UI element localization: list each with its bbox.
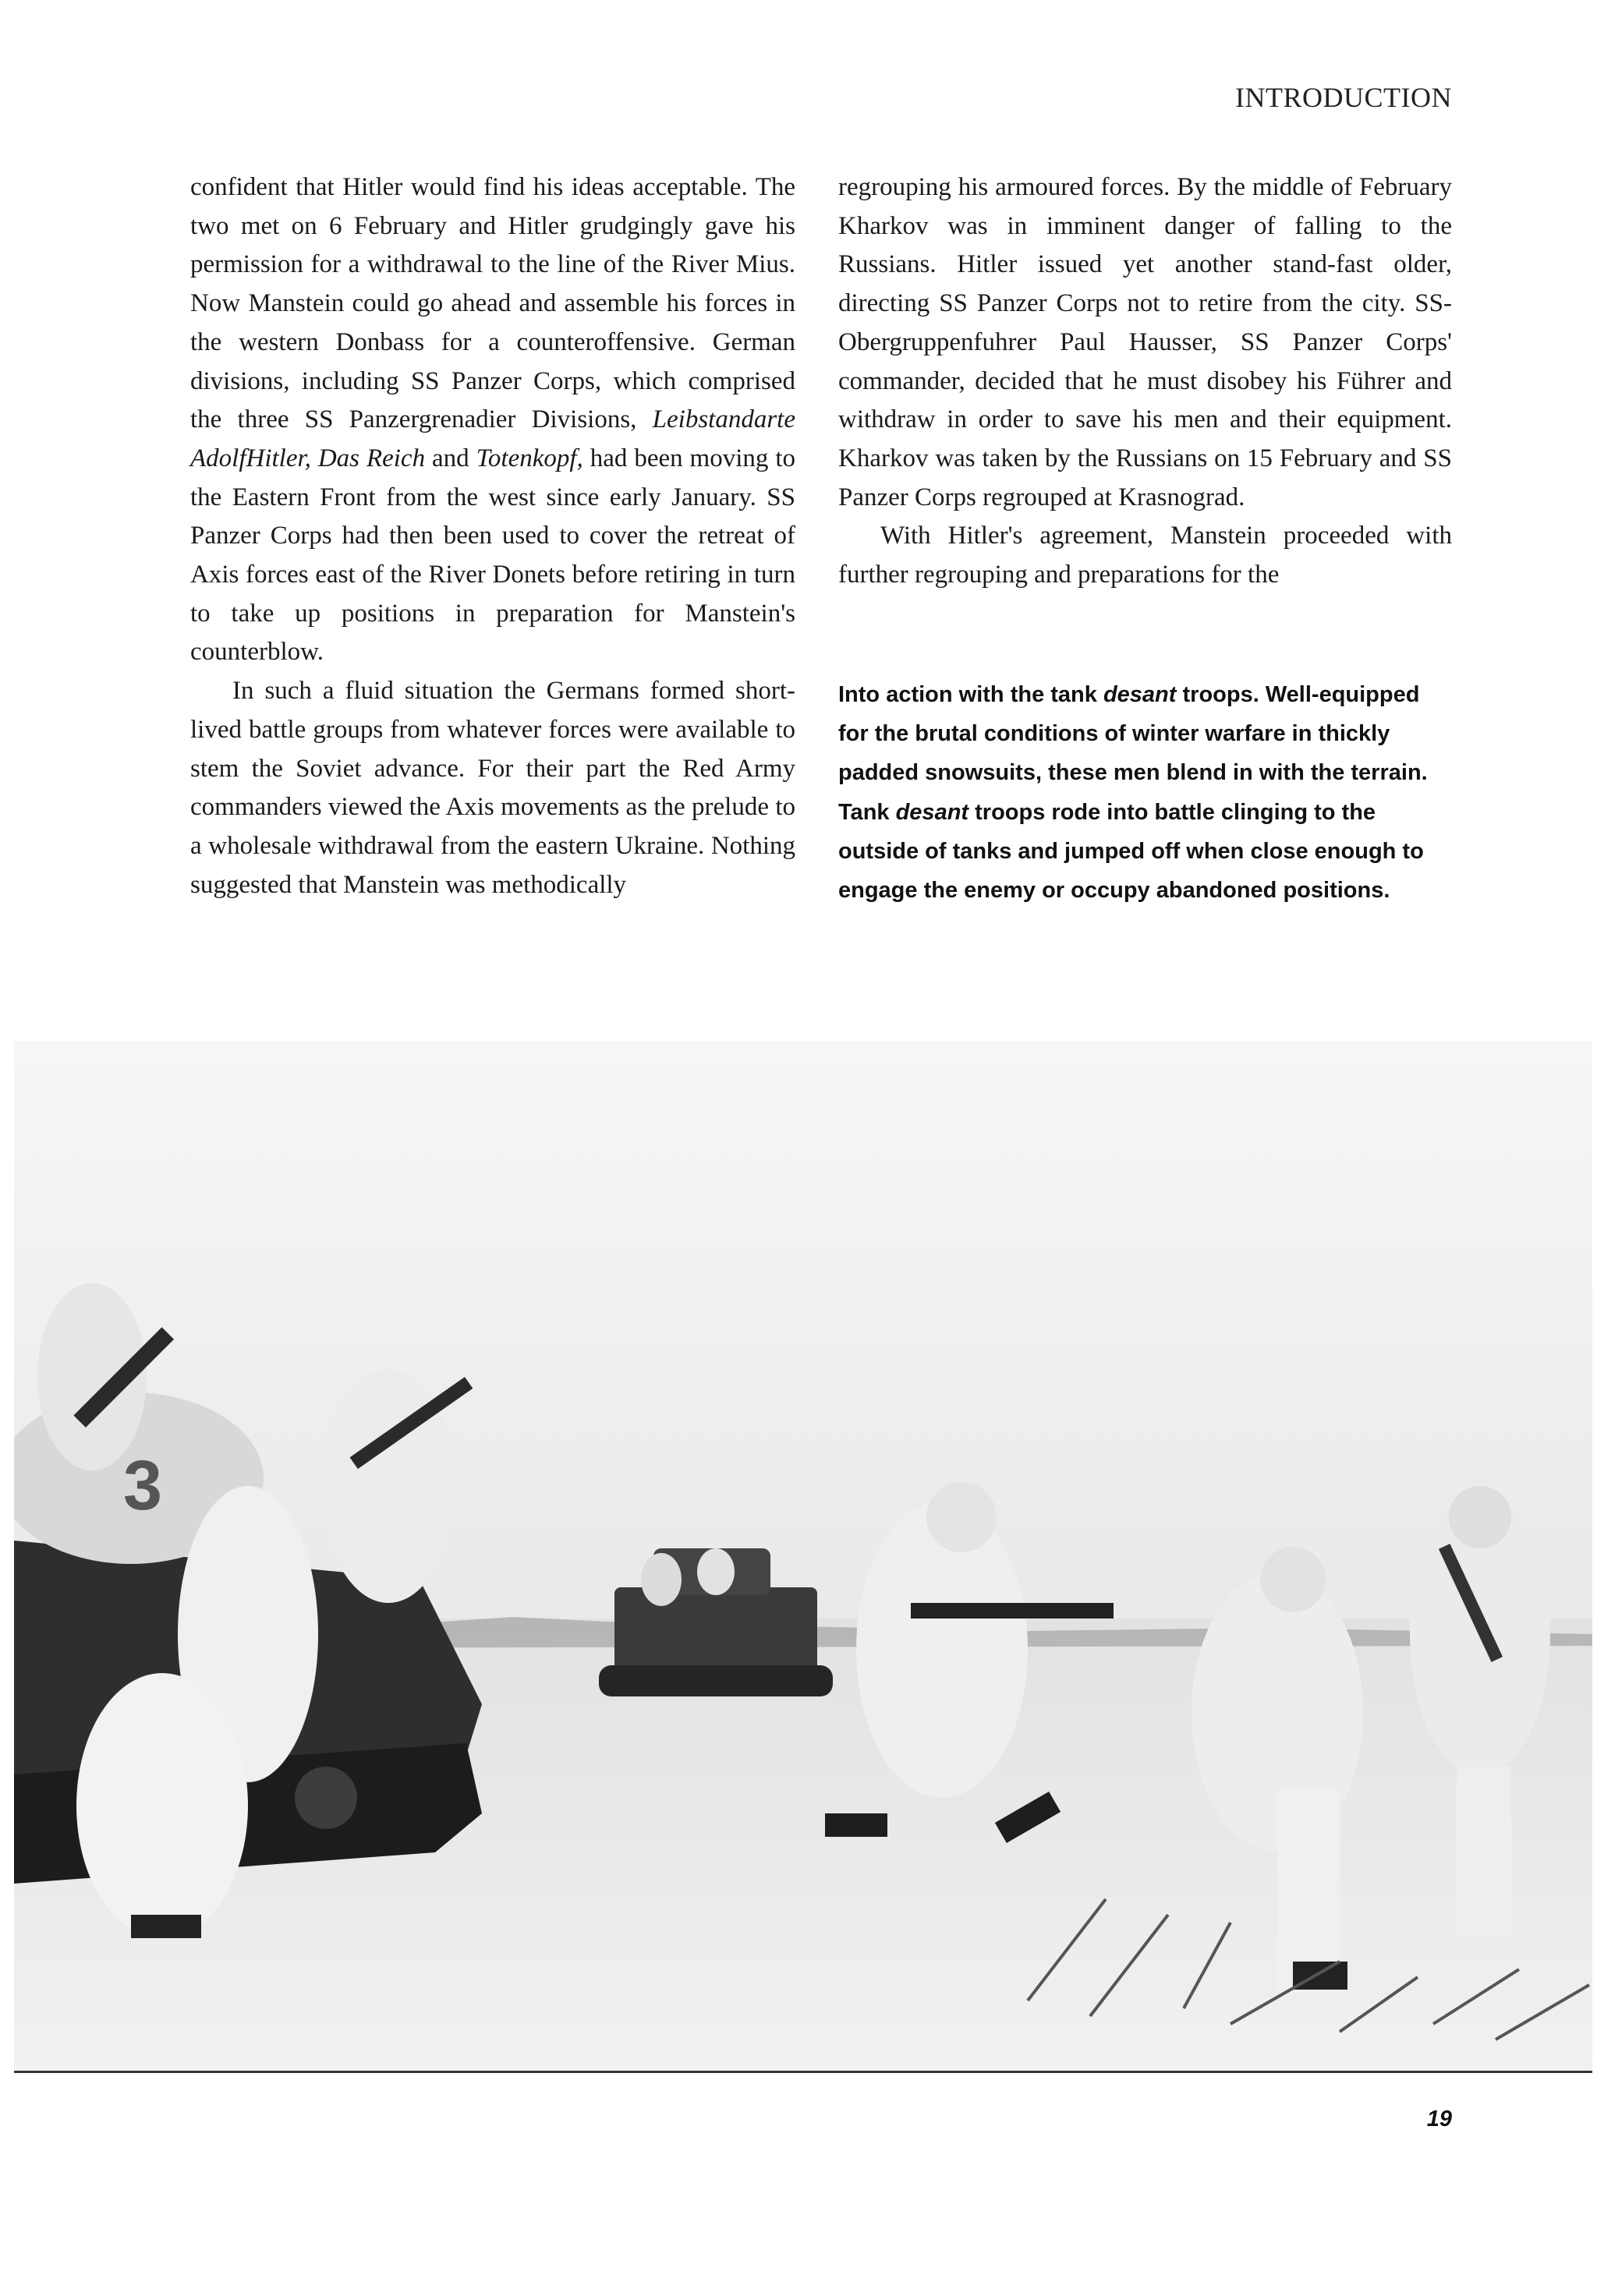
photo-illustration	[14, 1042, 1592, 2071]
left-paragraph-2: In such a fluid situation the Germans formed short-lived battle groups from whatever forces were available to stem the Soviet advance. For their part the Red Army commanders viewed the Axis movements as the prelude to a wholesale withdrawal from the eastern Ukraine. Nothing suggested that Manstein was methodically	[190, 677, 795, 899]
caption-desant-1: desant	[1103, 682, 1177, 707]
left-paragraph-1: confident that Hitler would find his ideas acceptable. The two met on 6 February and Hitler grudgingly gave his permission for a withdrawal to the line of the River Mius. Now Manstein could go ahead and assemble his forces in the western Donbass for a counteroffensive. German divisions, including SS Panzer Corps, which comprised the three SS Panzergrenadier Divisions, Leibstandarte AdolfHitler, Das Reich and Totenkopf, had been moving to the Eastern Front from the west since early January. SS Panzer Corps had then been used to cover the retreat of Axis forces east of the River Donets before retiring in turn to take up positions in preparation for Manstein's counterblow.	[190, 173, 795, 667]
caption-desant-2: desant	[895, 799, 969, 825]
totenkopf-italic: Totenkopf,	[476, 444, 583, 472]
war-photograph	[14, 1042, 1592, 2073]
tank-marking: 3	[123, 1447, 163, 1525]
right-column	[838, 168, 1452, 595]
division-names-italic: Leibstandarte AdolfHitler, Das Reich	[190, 405, 795, 472]
running-head: INTRODUCTION	[1235, 82, 1452, 113]
photo-caption: Into action with the tank desant troops. Well-equipped for the brutal conditions of winter warfare in thickly padded snowsuits, these men blend in with the terrain. Tank desant troops rode into battle clinging to the outside of tanks and jumped off when close enough to engage the enemy or occupy abandoned positions.	[838, 682, 1428, 904]
right-paragraph-2: With Hitler's agreement, Manstein proceeded with further regrouping and preparations for the	[838, 522, 1452, 589]
right-paragraph-1: regrouping his armoured forces. By the middle of February Kharkov was in imminent danger of falling to the Russians. Hitler issued yet another stand-fast older, directing SS Panzer Corps not to retire from the city. SS-Obergruppenfuhrer Paul Hausser, SS Panzer Corps' commander, decided that he must disobey his Führer and withdraw in order to save his men and their equipment. Kharkov was taken by the Russians on 15 February and SS Panzer Corps regrouped at Krasnograd.	[838, 173, 1452, 511]
left-column	[190, 168, 795, 904]
page-number: 19	[1426, 2107, 1452, 2131]
